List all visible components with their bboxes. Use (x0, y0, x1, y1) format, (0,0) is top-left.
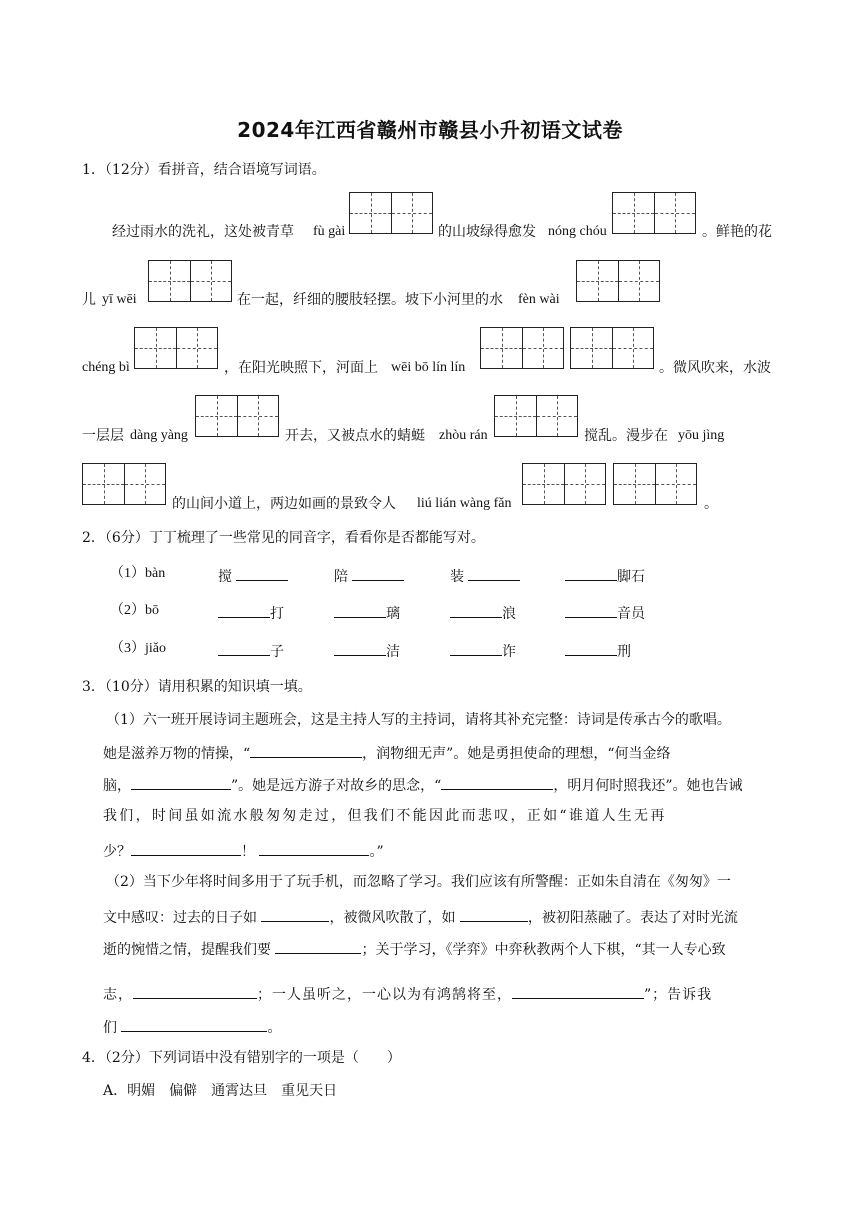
q3-p1-line1: （1）六一班开展诗词主题班会，这是主持人写的主持词，请将其补充完整：诗词是传承古今的歌唱。 (106, 712, 731, 728)
q1-answer-grid-5[interactable] (134, 327, 218, 369)
q1-answer-grid-10b[interactable] (613, 463, 697, 505)
q2-row1-blank1[interactable] (236, 564, 288, 581)
q1-answer-grid-6b[interactable] (570, 327, 654, 369)
q3-p2-line2-c: ，被初阳蒸融了。表达了对时光流 (527, 910, 738, 926)
q2-row3-label: （3）jiǎo (110, 641, 166, 656)
q3-p1-line5-b: ！ (241, 844, 255, 860)
q2-row1-item2 (334, 564, 404, 587)
q2-row3-item4-char: 刑 (617, 644, 631, 660)
q3-blank-2[interactable] (131, 773, 231, 790)
q1-pinyin-youjing: yōu jìng (678, 428, 725, 443)
q2-row3-item1-char: 子 (270, 644, 284, 660)
q3-p1-line3-a: 脑， (103, 778, 131, 794)
q4-header: 4．（2分）下列词语中没有错别字的一项是（ ） (82, 1050, 401, 1066)
q2-row3-blank4[interactable] (565, 639, 617, 656)
q1-answer-grid-3[interactable] (148, 260, 232, 302)
q1-answer-grid-2[interactable] (612, 192, 696, 234)
q2-row2-blank2[interactable] (334, 601, 386, 618)
q2-row3-blank1[interactable] (218, 639, 270, 656)
q3-p1-line4: 我们，时间虽如流水般匆匆走过，但我们不能因此而悲叹，正如“谁道人生无再 (103, 808, 667, 824)
q2-row2-item3 (450, 601, 516, 624)
q3-p2-line2 (103, 905, 738, 928)
q2-row1-item4-char: 脚石 (617, 569, 645, 585)
q2-row2-item3-char: 浪 (502, 606, 516, 622)
q2-row1-item3-char: 装 (450, 569, 464, 585)
q1-pinyin-weibolinlin: wēi bō lín lín (391, 360, 466, 375)
q2-row2-item2-char: 璃 (386, 606, 400, 622)
q3-p2-line3-b: ；关于学习，《学弈》中弈秋教两个人下棋，“其一人专心致 (361, 942, 726, 958)
q3-blank-7[interactable] (460, 905, 528, 922)
q1-pinyin-zhouran: zhòu rán (439, 428, 488, 443)
q2-row2-item2 (334, 601, 400, 624)
q3-blank-5[interactable] (259, 839, 369, 856)
q3-p2-line5-b: 。 (267, 1020, 282, 1036)
q3-p2-line4-c: ”；告诉我 (644, 987, 713, 1003)
q1-answer-grid-7[interactable] (195, 395, 279, 437)
q2-row2-label: （2）bō (110, 603, 159, 618)
q2-row1-blank4[interactable] (565, 564, 617, 581)
q1-line1-text-b: 的山坡绿得愈发 (438, 224, 536, 240)
q2-row3-item2 (334, 639, 400, 662)
q2-row2-blank3[interactable] (450, 601, 502, 618)
q2-row3-blank2[interactable] (334, 639, 386, 656)
q1-line4-text-a: 一层层 (82, 428, 124, 444)
q1-line5-text-a: 的山间小道上，两边如画的景致令人 (172, 496, 396, 512)
q1-header: 1．（12分）看拼音，结合语境写词语。 (82, 162, 326, 178)
q1-pinyin-nongchou: nóng chóu (548, 224, 607, 239)
q3-blank-3[interactable] (441, 773, 553, 790)
q1-line3-text-a: ，在阳光映照下，河面上 (224, 360, 378, 376)
q1-pinyin-dangyang: dàng yàng (130, 428, 188, 443)
q3-p2-line2-a: 文中感叹：过去的日子如 (103, 910, 262, 926)
q3-p2-line2-b: ，被微风吹散了，如 (329, 910, 460, 926)
q1-answer-grid-10a[interactable] (522, 463, 606, 505)
q3-p2-line1: （2）当下少年将时间多用于了玩手机，而忽略了学习。我们应该有所警醒：正如朱自清在《匆匆》一 (106, 874, 731, 890)
q2-row1-blank2[interactable] (352, 564, 404, 581)
q1-pinyin-liulianwangfan: liú lián wàng fǎn (417, 496, 512, 511)
q1-pinyin-chengbi: chéng bì (82, 360, 130, 375)
q2-row2-item4-char: 音员 (617, 606, 645, 622)
q2-row3-item2-char: 洁 (386, 644, 400, 660)
q1-line5-text-b: 。 (704, 496, 718, 512)
q3-p2-line3 (103, 937, 726, 960)
q3-blank-6[interactable] (261, 905, 329, 922)
q1-line4-text-c: 搅乱。漫步在 (584, 428, 668, 444)
q1-line4-text-b: 开去，又被点水的蜻蜓 (285, 428, 425, 444)
q2-row3-item1 (218, 639, 284, 662)
q1-line3-text-b: 。微风吹来，水波 (659, 360, 771, 376)
q3-p2-line5 (103, 1015, 281, 1038)
q3-p2-line4 (103, 982, 712, 1005)
q2-row1-item1 (218, 564, 288, 587)
q2-row3-item3 (450, 639, 516, 662)
q3-p2-line5-a: 们 (103, 1020, 122, 1036)
q2-row2-item1-char: 打 (270, 606, 284, 622)
page-title: 2024年江西省赣州市赣县小升初语文试卷 (237, 118, 623, 142)
q2-row3-item3-char: 诈 (502, 644, 516, 660)
q3-blank-8[interactable] (275, 937, 361, 954)
q3-blank-1[interactable] (250, 741, 362, 758)
q1-answer-grid-8[interactable] (494, 395, 578, 437)
q3-p1-line5 (103, 839, 384, 862)
q1-line1-text-a: 经过雨水的洗礼，这处被青草 (112, 224, 294, 240)
q1-line2-text-b: 在一起，纤细的腰肢轻摆。坡下小河里的水 (237, 292, 503, 308)
q3-p2-line4-b: ；一人虽听之，一心以为有鸿鹄将至， (257, 987, 512, 1003)
q3-blank-9[interactable] (133, 982, 257, 999)
q2-row1-label: （1）bàn (110, 566, 166, 581)
q2-row1-item4 (565, 564, 645, 587)
q3-p2-line4-a: 志， (103, 987, 133, 1003)
q1-pinyin-yiwei: yī wēi (102, 292, 137, 307)
q3-blank-11[interactable] (121, 1015, 267, 1032)
q3-p1-line2-b: ，润物细无声”。她是勇担使命的理想，“何当金络 (362, 746, 671, 762)
q4-option-a[interactable]: A．明媚 偏僻 通霄达旦 重见天日 (103, 1083, 338, 1099)
q3-p1-line3 (103, 773, 743, 796)
q3-blank-4[interactable] (131, 839, 241, 856)
q2-row1-item1-char: 搅 (218, 569, 232, 585)
q2-row1-item3 (450, 564, 520, 587)
q3-p1-line2-a: 她是滋养万物的情操，“ (103, 746, 251, 762)
q1-line1-text-c: 。鲜艳的花 (702, 224, 772, 240)
q3-p1-line5-c: 。” (369, 844, 384, 860)
q2-row1-blank3[interactable] (468, 564, 520, 581)
q2-row1-item2-char: 陪 (334, 569, 348, 585)
q2-row2-item1 (218, 601, 284, 624)
q3-header: 3．（10分）请用积累的知识填一填。 (82, 679, 312, 695)
q1-answer-grid-1[interactable] (349, 192, 433, 234)
q2-row3-blank3[interactable] (450, 639, 502, 656)
q1-pinyin-fenwai: fèn wài (518, 292, 560, 307)
q2-header: 2．（6分）丁丁梳理了一些常见的同音字，看看你是否都能写对。 (82, 530, 485, 546)
q1-answer-grid-4[interactable] (576, 260, 660, 302)
q1-answer-grid-6a[interactable] (480, 327, 564, 369)
q1-line2-text-a: 儿 (82, 292, 96, 308)
q1-answer-grid-9[interactable] (82, 463, 166, 505)
q2-row3-item4 (565, 639, 631, 662)
q3-p1-line3-b: ”。她是远方游子对故乡的思念，“ (231, 778, 442, 794)
q3-p1-line3-c: ，明月何时照我还”。她也告诫 (553, 778, 743, 794)
q3-blank-10[interactable] (512, 982, 644, 999)
q2-row2-blank4[interactable] (565, 601, 617, 618)
q2-row2-item4 (565, 601, 645, 624)
q1-pinyin-fugai: fù gài (313, 224, 346, 239)
q2-row2-blank1[interactable] (218, 601, 270, 618)
q3-p2-line3-a: 逝的惋惜之情，提醒我们要 (103, 942, 276, 958)
q3-p1-line2 (103, 741, 671, 764)
q3-p1-line5-a: 少？ (103, 844, 131, 860)
